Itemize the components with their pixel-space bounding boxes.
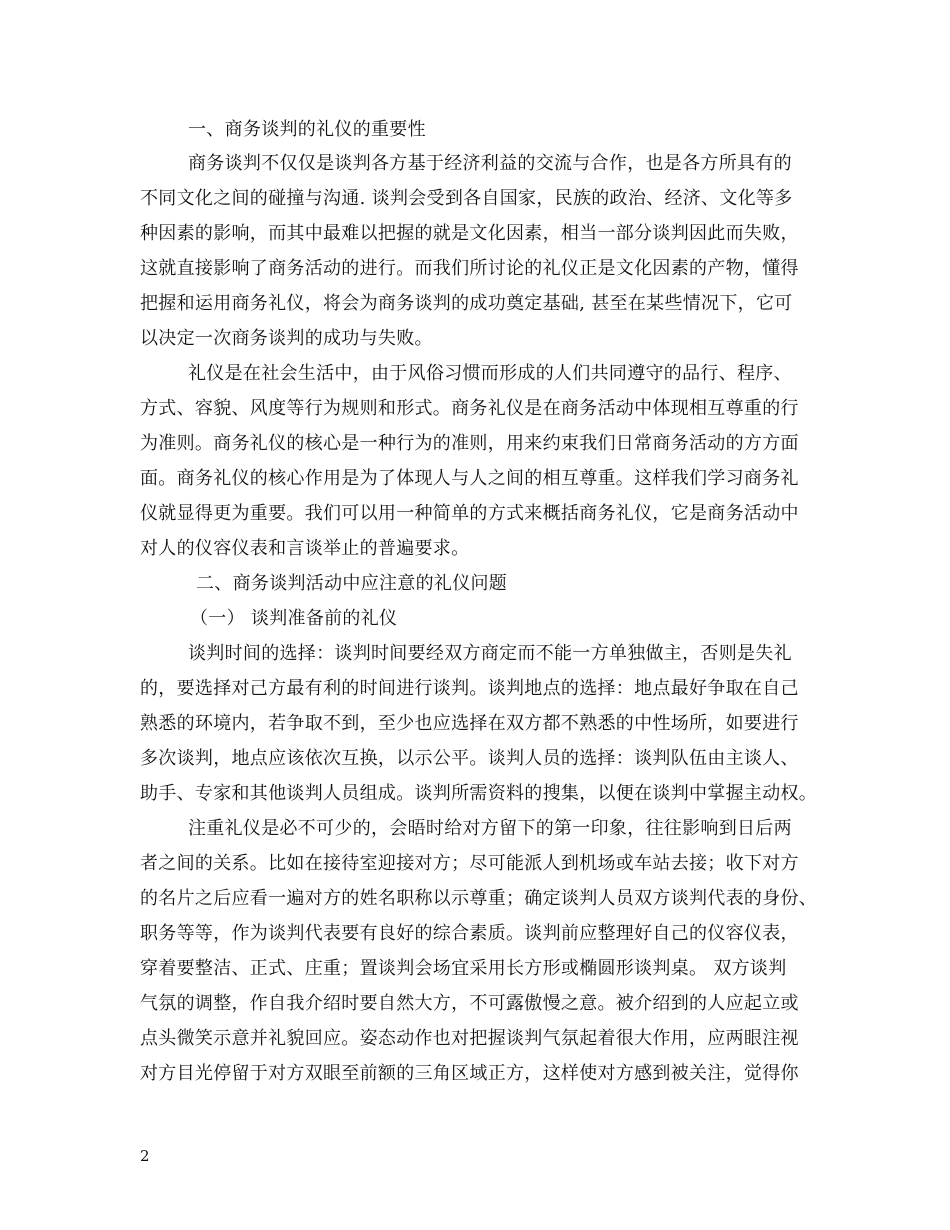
section-heading-2: 二、商务谈判活动中应注意的礼仪问题 — [196, 573, 508, 594]
subsection-heading: （一） 谈判准备前的礼仪 — [190, 608, 398, 629]
paragraph-line: 点头微笑示意并礼貌回应。姿态动作也对把握谈判气氛起着很大作用，应两眼注视 — [140, 1028, 799, 1049]
paragraph-line: 多次谈判，地点应该依次互换，以示公平。谈判人员的选择：谈判队伍由主谈人、 — [140, 748, 799, 769]
paragraph-line: 者之间的关系。比如在接待室迎接对方；尽可能派人到机场或车站去接；收下对方 — [140, 853, 799, 874]
paragraph-line: 对方目光停留于对方双眼至前额的三角区域正方，这样使对方感到被关注，觉得你 — [140, 1063, 799, 1084]
paragraph-line: 的，要选择对己方最有利的时间进行谈判。谈判地点的选择：地点最好争取在自己 — [140, 678, 799, 699]
paragraph-line: 商务谈判不仅仅是谈判各方基于经济利益的交流与合作，也是各方所具有的 — [188, 153, 792, 174]
paragraph-line: 对人的仪容仪表和言谈举止的普遍要求。 — [140, 538, 470, 559]
paragraph-line: 熟悉的环境内，若争取不到，至少也应选择在双方都不熟悉的中性场所，如要进行 — [140, 713, 799, 734]
paragraph-line: 仪就显得更为重要。我们可以用一种简单的方式来概括商务礼仪，它是商务活动中 — [140, 503, 799, 524]
paragraph-line: 谈判时间的选择：谈判时间要经双方商定而不能一方单独做主，否则是失礼 — [188, 643, 792, 664]
paragraph-line: 这就直接影响了商务活动的进行。而我们所讨论的礼仪正是文化因素的产物，懂得 — [140, 258, 799, 279]
paragraph-line: 把握和运用商务礼仪，将会为商务谈判的成功奠定基础, 甚至在某些情况下，它可 — [140, 293, 793, 314]
paragraph-line: 气氛的调整，作自我介绍时要自然大方，不可露傲慢之意。被介绍到的人应起立或 — [140, 993, 799, 1014]
paragraph-line: 方式、容貌、风度等行为规则和形式。商务礼仪是在商务活动中体现相互尊重的行 — [140, 398, 799, 419]
page-number: 2 — [140, 1147, 150, 1165]
section-heading-1: 一、商务谈判的礼仪的重要性 — [188, 119, 426, 140]
paragraph-line: 的名片之后应看一遍对方的姓名职称以示尊重；确定谈判人员双方谈判代表的身份、 — [140, 888, 818, 909]
paragraph-line: 礼仪是在社会生活中，由于风俗习惯而形成的人们共同遵守的品行、程序、 — [188, 363, 792, 384]
paragraph-line: 种因素的影响，而其中最难以把握的就是文化因素，相当一部分谈判因此而失败， — [140, 223, 799, 244]
paragraph-line: 职务等等，作为谈判代表要有良好的综合素质。谈判前应整理好自己的仪容仪表， — [140, 923, 799, 944]
paragraph-line: 助手、专家和其他谈判人员组成。谈判所需资料的搜集，以便在谈判中掌握主动权。 — [140, 783, 818, 804]
paragraph-line: 注重礼仪是必不可少的，会晤时给对方留下的第一印象，往往影响到日后两 — [188, 818, 792, 839]
paragraph-line: 以决定一次商务谈判的成功与失败。 — [140, 328, 433, 349]
paragraph-line: 穿着要整洁、正式、庄重；置谈判会场宜采用长方形或椭圆形谈判桌。 双方谈判 — [140, 958, 787, 979]
paragraph-line: 为准则。商务礼仪的核心是一种行为的准则，用来约束我们日常商务活动的方方面 — [140, 433, 799, 454]
paragraph-line: 面。商务礼仪的核心作用是为了体现人与人之间的相互尊重。这样我们学习商务礼 — [140, 468, 799, 489]
paragraph-line: 不同文化之间的碰撞与沟通. 谈判会受到各自国家，民族的政治、经济、文化等多 — [140, 188, 793, 209]
